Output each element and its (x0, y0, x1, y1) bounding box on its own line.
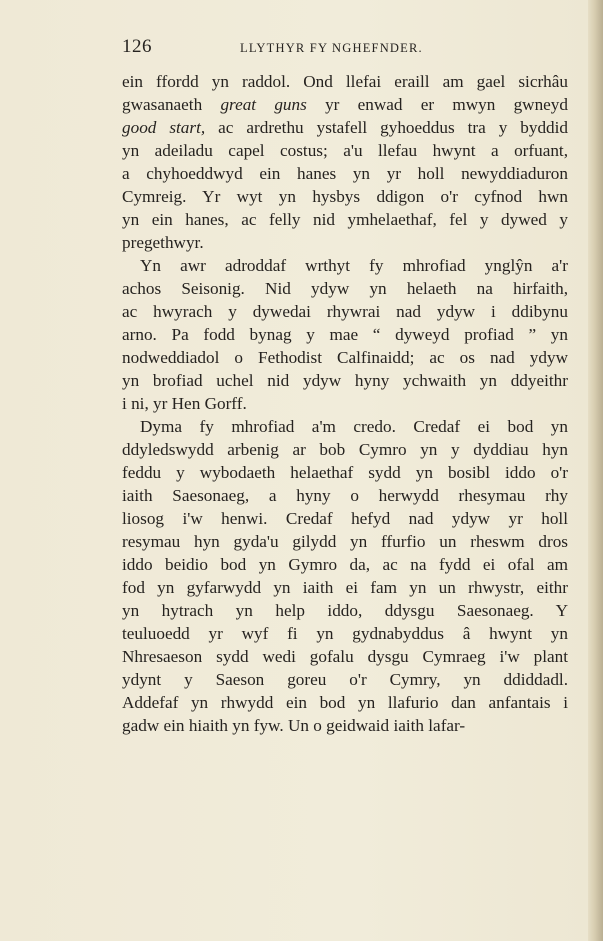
text-line: iaith Saesonaeg, a hyny o herwydd rhesymau rhy (122, 486, 568, 505)
text-line: nodweddiadol o Fethodist Calfinaidd; ac os nad ydyw (122, 348, 568, 367)
text-line: pregethwyr. (122, 233, 204, 252)
page-header (122, 36, 568, 62)
page-edge (588, 0, 603, 941)
text-line: achos Seisonig. Nid ydyw yn helaeth na hirfaith, (122, 279, 568, 298)
text-line: yn brofiad uchel nid ydyw hyny ychwaith yn ddyeithr (122, 371, 568, 390)
text-line: good start, ac ardrethu ystafell gyhoeddus tra y byddid (122, 118, 568, 137)
text-line: yn hytrach yn help iddo, ddysgu Saesonaeg. Y (122, 601, 568, 620)
text-line: Dyma fy mhrofiad a'm credo. Credaf ei bod yn (140, 417, 568, 436)
paragraph (122, 254, 568, 415)
body-text (122, 70, 568, 737)
text-line: Nhresaeson sydd wedi gofalu dysgu Cymraeg i'w plant (122, 647, 568, 666)
text-line: gadw ein hiaith yn fyw. Un o geidwaid iaith lafar- (122, 716, 466, 735)
text-line: Addefaf yn rhwydd ein bod yn llafurio dan anfantais i (122, 693, 568, 712)
italic-phrase: great guns (220, 95, 307, 114)
italic-phrase: good start, (122, 118, 206, 137)
text-line: feddu y wybodaeth helaethaf sydd yn bosibl iddo o'r (122, 463, 568, 482)
text-line: gwasanaeth great guns yr enwad er mwyn gwneyd (122, 95, 568, 114)
text-line: a chyhoeddwyd ein hanes yn yr holl newyddiaduron (122, 164, 568, 183)
text-line: Yn awr adroddaf wrthyt fy mhrofiad ynglŷn a'r (140, 256, 568, 275)
paragraph (122, 415, 568, 737)
text-line: fod yn gyfarwydd yn iaith ei fam yn un rhwystr, eithr (122, 578, 568, 597)
text-line: yn ein hanes, ac felly nid ymhelaethaf, fel y dywed y (122, 210, 568, 229)
text-line: yn adeiladu capel costus; a'u llefau hwynt a orfuant, (122, 141, 568, 160)
text-line: ac hwyrach y dywedai rhywrai nad ydyw i ddibynu (122, 302, 568, 321)
text-line: iddo beidio bod yn Gymro da, ac na fydd ei ofal am (122, 555, 568, 574)
running-head: LLYTHYR FY NGHEFNDER. (240, 41, 423, 55)
text-line: liosog i'w henwi. Credaf hefyd nad ydyw yr holl (122, 509, 568, 528)
text-line: resymau hyn gyda'u gilydd yn ffurfio un rheswm dros (122, 532, 568, 551)
text-line: ydynt y Saeson goreu o'r Cymry, yn ddiddadl. (122, 670, 568, 689)
text-line: Cymreig. Yr wyt yn hysbys ddigon o'r cyfnod hwn (122, 187, 568, 206)
text-line: teuluoedd yr wyf fi yn gydnabyddus â hwynt yn (122, 624, 568, 643)
text-line: arno. Pa fodd bynag y mae “ dyweyd profiad ” yn (122, 325, 568, 344)
paragraph (122, 70, 568, 254)
text-line: ein ffordd yn raddol. Ond llefai eraill am gael sicrhâu (122, 72, 568, 91)
text-line: ddyledswydd arbenig ar bob Cymro yn y dyddiau hyn (122, 440, 568, 459)
text-line: i ni, yr Hen Gorff. (122, 394, 247, 413)
page-number: 126 (122, 36, 152, 57)
